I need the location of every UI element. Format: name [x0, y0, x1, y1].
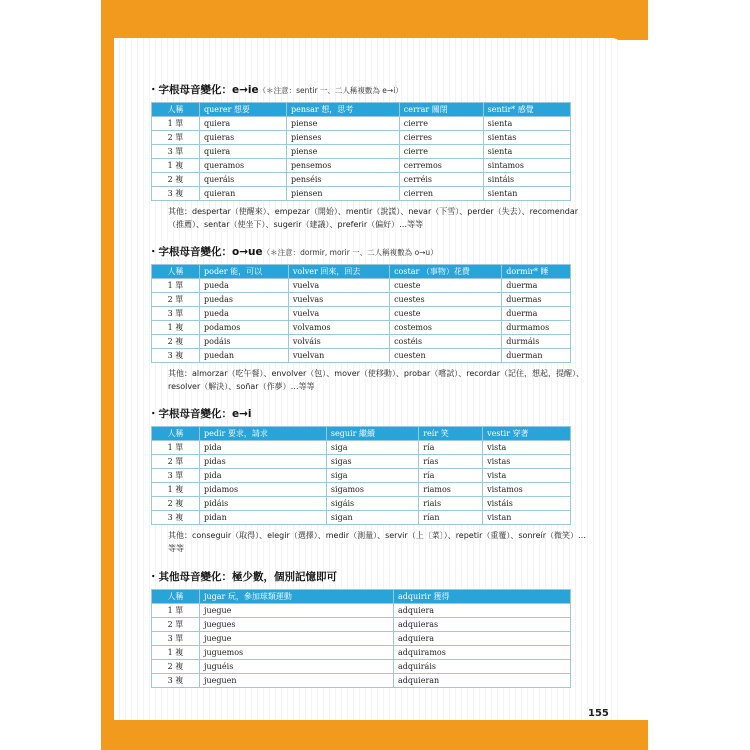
- table-cell: duerman: [502, 349, 571, 363]
- other-verbs-note: 其他：conseguir（取得）、elegir（選擇）、medir（測量）、servir（上〔菜〕）、repetir（重覆）、sonreír（微笑）…等等: [168, 531, 587, 553]
- table-cell: podamos: [200, 321, 289, 335]
- table-cell: cerremos: [399, 159, 483, 173]
- table-row: [152, 187, 571, 201]
- table-cell: costemos: [390, 321, 502, 335]
- column-header: poder 能，可以: [200, 265, 289, 279]
- table-cell: vista: [483, 441, 571, 455]
- section-note: （＊注意：sentir 一、二人稱複數為 e→i）: [258, 86, 403, 95]
- table-cell: volváis: [288, 335, 389, 349]
- table-cell: adquieran: [394, 674, 571, 688]
- table-cell: puedan: [200, 349, 289, 363]
- column-header: adquirir 獲得: [394, 590, 571, 604]
- section-heading: ・字根母音變化：e→i: [148, 408, 252, 420]
- table-cell: piense: [286, 145, 399, 159]
- table-cell: vuelva: [288, 307, 389, 321]
- table-cell: 1 複: [152, 483, 200, 497]
- table-row: [152, 117, 571, 131]
- table-row: [152, 441, 571, 455]
- table-cell: 1 單: [152, 117, 200, 131]
- table-cell: duerma: [502, 307, 571, 321]
- table-cell: vistas: [483, 455, 571, 469]
- column-header: pensar 想，思考: [286, 103, 399, 117]
- table-row: [152, 321, 571, 335]
- conjugation-table: [151, 102, 571, 201]
- table-cell: vuelva: [288, 279, 389, 293]
- table-cell: 2 單: [152, 455, 200, 469]
- table-cell: cuesten: [390, 349, 502, 363]
- table-row: [152, 349, 571, 363]
- table-cell: 3 單: [152, 469, 200, 483]
- column-header: volver 回來，回去: [288, 265, 389, 279]
- column-header: 人稱: [152, 265, 200, 279]
- table-header-row: [152, 590, 571, 604]
- conjugation-table: [151, 426, 571, 525]
- table-cell: cueste: [390, 279, 502, 293]
- section-heading: ・字根母音變化：o→ue（＊注意：dormir, morir 一、二人稱複數為 o→u）: [148, 246, 438, 258]
- table-row: [152, 632, 571, 646]
- table-cell: penséis: [286, 173, 399, 187]
- table-cell: vista: [483, 469, 571, 483]
- table-row: [152, 469, 571, 483]
- table-header-row: [152, 265, 571, 279]
- table-cell: 1 複: [152, 159, 200, 173]
- section-e-i: [148, 407, 608, 555]
- orange-left-band: [101, 0, 114, 750]
- table-cell: cierren: [399, 187, 483, 201]
- table-cell: sintáis: [483, 173, 570, 187]
- column-header: dormir* 睡: [502, 265, 571, 279]
- table-cell: vuelvan: [288, 349, 389, 363]
- table-cell: 2 複: [152, 660, 200, 674]
- table-cell: riais: [419, 497, 483, 511]
- section-title: 字根母音變化：e→ie: [158, 84, 259, 96]
- table-cell: cierres: [399, 131, 483, 145]
- table-row: [152, 293, 571, 307]
- table-cell: adquieras: [394, 618, 571, 632]
- table-cell: adquiera: [394, 604, 571, 618]
- table-cell: vistan: [483, 511, 571, 525]
- table-cell: sigamos: [326, 483, 418, 497]
- section-heading: ・其他母音變化：極少數，個別記憶即可: [148, 571, 337, 583]
- table-cell: cierre: [399, 145, 483, 159]
- table-row: [152, 307, 571, 321]
- table-cell: jueguen: [200, 674, 394, 688]
- table-cell: 3 複: [152, 674, 200, 688]
- table-cell: cerréis: [399, 173, 483, 187]
- table-cell: podáis: [200, 335, 289, 349]
- table-cell: 2 單: [152, 618, 200, 632]
- table-cell: 1 複: [152, 646, 200, 660]
- table-cell: sientan: [483, 187, 570, 201]
- page-number: 155: [588, 708, 609, 719]
- column-header: seguir 繼續: [326, 427, 418, 441]
- table-cell: 3 單: [152, 632, 200, 646]
- table-header-row: [152, 103, 571, 117]
- table-row: [152, 646, 571, 660]
- table-cell: duerma: [502, 279, 571, 293]
- column-header: costar （事物）花費: [390, 265, 502, 279]
- table-row: [152, 335, 571, 349]
- table-row: [152, 483, 571, 497]
- table-cell: sienta: [483, 117, 570, 131]
- table-cell: sigas: [326, 455, 418, 469]
- table-cell: vuelvas: [288, 293, 389, 307]
- column-header: querer 想要: [200, 103, 287, 117]
- table-cell: sientas: [483, 131, 570, 145]
- table-row: [152, 604, 571, 618]
- table-cell: 1 單: [152, 441, 200, 455]
- section-o-ue: [148, 245, 608, 393]
- table-row: [152, 660, 571, 674]
- table-row: [152, 159, 571, 173]
- column-header: 人稱: [152, 590, 200, 604]
- column-header: jugar 玩，參加球類運動: [200, 590, 394, 604]
- table-cell: 2 複: [152, 173, 200, 187]
- section-title: 其他母音變化：極少數，個別記憶即可: [158, 571, 337, 583]
- table-header-row: [152, 427, 571, 441]
- table-cell: 2 單: [152, 293, 200, 307]
- table-cell: juguemos: [200, 646, 394, 660]
- table-cell: adquiráis: [394, 660, 571, 674]
- table-cell: cueste: [390, 307, 502, 321]
- table-cell: pensemos: [286, 159, 399, 173]
- column-header: sentir* 感覺: [483, 103, 570, 117]
- table-row: [152, 618, 571, 632]
- table-row: [152, 455, 571, 469]
- table-cell: siga: [326, 441, 418, 455]
- column-header: vestir 穿著: [483, 427, 571, 441]
- table-cell: pidáis: [200, 497, 327, 511]
- table-cell: cierre: [399, 117, 483, 131]
- section-title: 字根母音變化：o→ue: [158, 246, 263, 258]
- other-verbs-note: 其他：despertar（使醒來）、empezar（開始）、mentir（說謊）、nevar（下雪）、perder（失去）、recomendar（推薦）、sentar（使坐下）、sugerir（建議）、preferir（偏好）…等等: [168, 207, 579, 229]
- column-header: 人稱: [152, 427, 200, 441]
- table-cell: 3 複: [152, 187, 200, 201]
- table-cell: quiera: [200, 145, 287, 159]
- conjugation-table: [151, 264, 571, 363]
- table-cell: rías: [419, 455, 483, 469]
- table-row: [152, 173, 571, 187]
- table-cell: rían: [419, 511, 483, 525]
- table-cell: piense: [286, 117, 399, 131]
- table-cell: 2 複: [152, 497, 200, 511]
- section-other-vowel: [148, 570, 608, 688]
- section-title: 字根母音變化：e→i: [158, 408, 252, 420]
- table-cell: 3 複: [152, 511, 200, 525]
- table-cell: juegue: [200, 604, 394, 618]
- table-cell: vistamos: [483, 483, 571, 497]
- table-cell: riamos: [419, 483, 483, 497]
- table-row: [152, 145, 571, 159]
- conjugation-table: [151, 589, 571, 688]
- table-cell: siga: [326, 469, 418, 483]
- section-e-ie: [148, 83, 608, 231]
- column-header: pedir 要求，請求: [200, 427, 327, 441]
- table-cell: puedas: [200, 293, 289, 307]
- table-cell: ría: [419, 469, 483, 483]
- table-row: [152, 131, 571, 145]
- table-cell: adquiera: [394, 632, 571, 646]
- table-cell: pidamos: [200, 483, 327, 497]
- table-cell: quieran: [200, 187, 287, 201]
- table-cell: quiera: [200, 117, 287, 131]
- table-cell: juegues: [200, 618, 394, 632]
- table-cell: queramos: [200, 159, 287, 173]
- column-header: reír 笑: [419, 427, 483, 441]
- table-cell: 1 單: [152, 604, 200, 618]
- table-cell: adquiramos: [394, 646, 571, 660]
- table-cell: 3 單: [152, 307, 200, 321]
- table-cell: sigáis: [326, 497, 418, 511]
- table-cell: 2 複: [152, 335, 200, 349]
- column-header: cerrar 關閉: [399, 103, 483, 117]
- table-cell: duermas: [502, 293, 571, 307]
- table-cell: 1 複: [152, 321, 200, 335]
- table-cell: pida: [200, 441, 327, 455]
- table-cell: juguéis: [200, 660, 394, 674]
- table-cell: sigan: [326, 511, 418, 525]
- table-cell: ría: [419, 441, 483, 455]
- table-cell: pueda: [200, 279, 289, 293]
- table-cell: queráis: [200, 173, 287, 187]
- table-cell: quieras: [200, 131, 287, 145]
- table-cell: durmáis: [502, 335, 571, 349]
- table-cell: pienses: [286, 131, 399, 145]
- table-cell: volvamos: [288, 321, 389, 335]
- table-cell: 2 單: [152, 131, 200, 145]
- orange-top-band: [101, 0, 648, 40]
- table-cell: juegue: [200, 632, 394, 646]
- table-cell: 1 單: [152, 279, 200, 293]
- table-row: [152, 279, 571, 293]
- table-cell: pida: [200, 469, 327, 483]
- table-cell: sienta: [483, 145, 570, 159]
- section-note: （＊注意：dormir, morir 一、二人稱複數為 o→u）: [262, 248, 438, 257]
- table-cell: costéis: [390, 335, 502, 349]
- table-cell: 3 單: [152, 145, 200, 159]
- table-cell: pidas: [200, 455, 327, 469]
- table-cell: piensen: [286, 187, 399, 201]
- table-row: [152, 674, 571, 688]
- section-heading: ・字根母音變化：e→ie（＊注意：sentir 一、二人稱複數為 e→i）: [148, 84, 403, 96]
- table-cell: 3 複: [152, 349, 200, 363]
- orange-bottom-band: [101, 720, 648, 750]
- table-cell: durmamos: [502, 321, 571, 335]
- table-cell: pueda: [200, 307, 289, 321]
- table-cell: pidan: [200, 511, 327, 525]
- table-cell: sintamos: [483, 159, 570, 173]
- column-header: 人稱: [152, 103, 200, 117]
- table-cell: vistáis: [483, 497, 571, 511]
- table-row: [152, 497, 571, 511]
- other-verbs-note: 其他：almorzar（吃午餐）、envolver（包）、mover（使移動）、probar（嚐試）、recordar（記住，想起，提醒）、resolver（解決）、soñar（作夢）…等等: [168, 369, 585, 391]
- table-row: [152, 511, 571, 525]
- table-cell: cuestes: [390, 293, 502, 307]
